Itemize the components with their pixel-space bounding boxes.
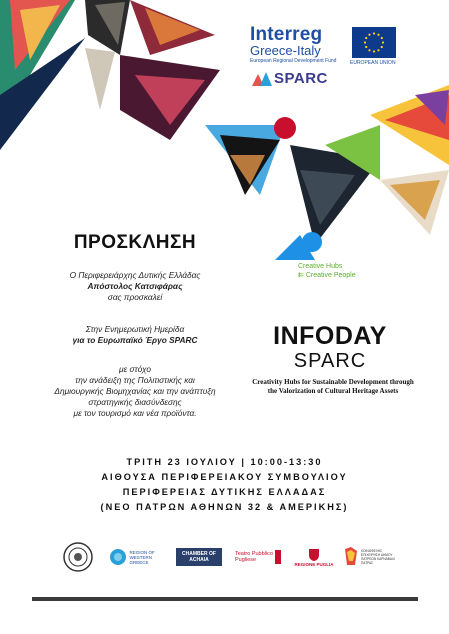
photo-collage-right bbox=[205, 85, 449, 260]
circle-red bbox=[274, 117, 296, 139]
circle-blue bbox=[302, 232, 322, 252]
infoday-subtitle bbox=[228, 378, 438, 396]
invitation-purpose bbox=[20, 364, 250, 419]
purpose-line: με στόχο bbox=[119, 364, 151, 374]
partner-logos bbox=[60, 541, 400, 573]
puglia-shield-icon bbox=[308, 548, 320, 562]
host-role: Ο Περιφερειάρχης Δυτικής Ελλάδας bbox=[69, 270, 201, 280]
event-address: (ΝΕΟ ΠΑΤΡΩΝ ΑΘΗΝΩΝ 32 & ΑΜΕΡΙΚΗΣ) bbox=[100, 502, 349, 512]
teatro-pubblico-label: Teatro Pubblico Pugliese bbox=[235, 551, 273, 563]
creative-hubs-tagline bbox=[298, 262, 356, 280]
event-type: Στην Ενημερωτική Ημερίδα bbox=[85, 324, 185, 334]
infoday-title: INFODAY bbox=[273, 322, 387, 350]
invitation-event bbox=[20, 324, 250, 346]
subtitle-line2: the Valorization of Cultural Heritage Assets bbox=[267, 387, 399, 395]
teatro-pubblico-logo bbox=[232, 541, 284, 573]
invitation-host bbox=[20, 270, 250, 303]
seal-logo-icon bbox=[60, 541, 96, 573]
patras-carnival-label: ΚΟΙΝΩΦΕΛΗΣ ΕΠΙΧΕΙΡΗΣΗ ΔΗΜΟΥ ΠΑΤΡΕΩΝ ΚΑΡΝΑΒΑΛΙ ΠΑΤΡΑΣ bbox=[361, 549, 396, 565]
chamber-achaia-label: CHAMBER OF ACHAIA bbox=[176, 548, 222, 566]
region-western-greece-logo bbox=[106, 541, 166, 573]
event-project: για το Ευρωπαϊκό Έργο SPARC bbox=[72, 335, 198, 345]
region-logo-icon bbox=[109, 548, 127, 566]
sparc-logo-text: SPARC bbox=[274, 70, 328, 87]
chamber-achaia-logo bbox=[174, 541, 224, 573]
collage-shard-mask bbox=[85, 48, 115, 110]
creative-hubs-line1: Creative Hubs bbox=[298, 263, 343, 270]
creative-hubs-line2 bbox=[298, 271, 356, 280]
bottom-divider bbox=[32, 597, 418, 601]
host-name: Απόστολος Κατσιφάρας bbox=[87, 281, 183, 291]
event-date-time: ΤΡΙΤΗ 23 ΙΟΥΛΙΟΥ | 10:00-13:30 bbox=[126, 457, 323, 467]
regione-puglia-logo bbox=[292, 541, 336, 573]
sparc-logo-icon bbox=[252, 72, 272, 91]
link-icon: ⇇ bbox=[298, 272, 306, 279]
event-venue-line1: ΑΙΘΟΥΣΑ ΠΕΡΙΦΕΡΕΙΑΚΟΥ ΣΥΜΒΟΥΛΙΟΥ bbox=[101, 472, 348, 482]
purpose-line: Δημιουργικής Βιομηχανίας και την ανάπτυξη bbox=[54, 386, 216, 396]
subtitle-line1: Creativity Hubs for Sustainable Development through bbox=[252, 378, 414, 386]
event-venue-line2: ΠΕΡΙΦΕΡΕΙΑΣ ΔΥΤΙΚΗΣ ΕΛΛΑΔΑΣ bbox=[122, 487, 327, 497]
region-western-greece-label: REGION OF WESTERN GREECE bbox=[129, 549, 155, 565]
eu-label: EUROPEAN UNION bbox=[350, 60, 396, 66]
photo-collage-left bbox=[0, 0, 230, 150]
purpose-line: με τον τουρισμό και νέα προϊόντα. bbox=[73, 408, 197, 418]
infoday-project: SPARC bbox=[293, 350, 367, 372]
invitation-title: ΠΡΟΣΚΛΗΣΗ bbox=[73, 232, 197, 253]
teatro-mark-icon bbox=[275, 550, 281, 564]
eu-flag-icon bbox=[352, 27, 396, 58]
purpose-line: στρατηγικής διασύνδεσης bbox=[88, 397, 182, 407]
interreg-wordmark: Interreg bbox=[250, 24, 323, 45]
host-invites: σας προσκαλεί bbox=[107, 292, 163, 302]
creative-hubs-line2-text: Creative People bbox=[305, 272, 356, 279]
interreg-fund: European Regional Development Fund bbox=[250, 58, 337, 64]
carnival-mask-icon bbox=[343, 547, 359, 567]
purpose-line: την ανάδειξη της Πολιτιστικής και bbox=[75, 375, 195, 385]
interreg-program: Greece-Italy bbox=[250, 43, 321, 58]
patras-carnival-logo bbox=[342, 541, 400, 573]
regione-puglia-label: REGIONE PUGLIA bbox=[294, 561, 334, 567]
